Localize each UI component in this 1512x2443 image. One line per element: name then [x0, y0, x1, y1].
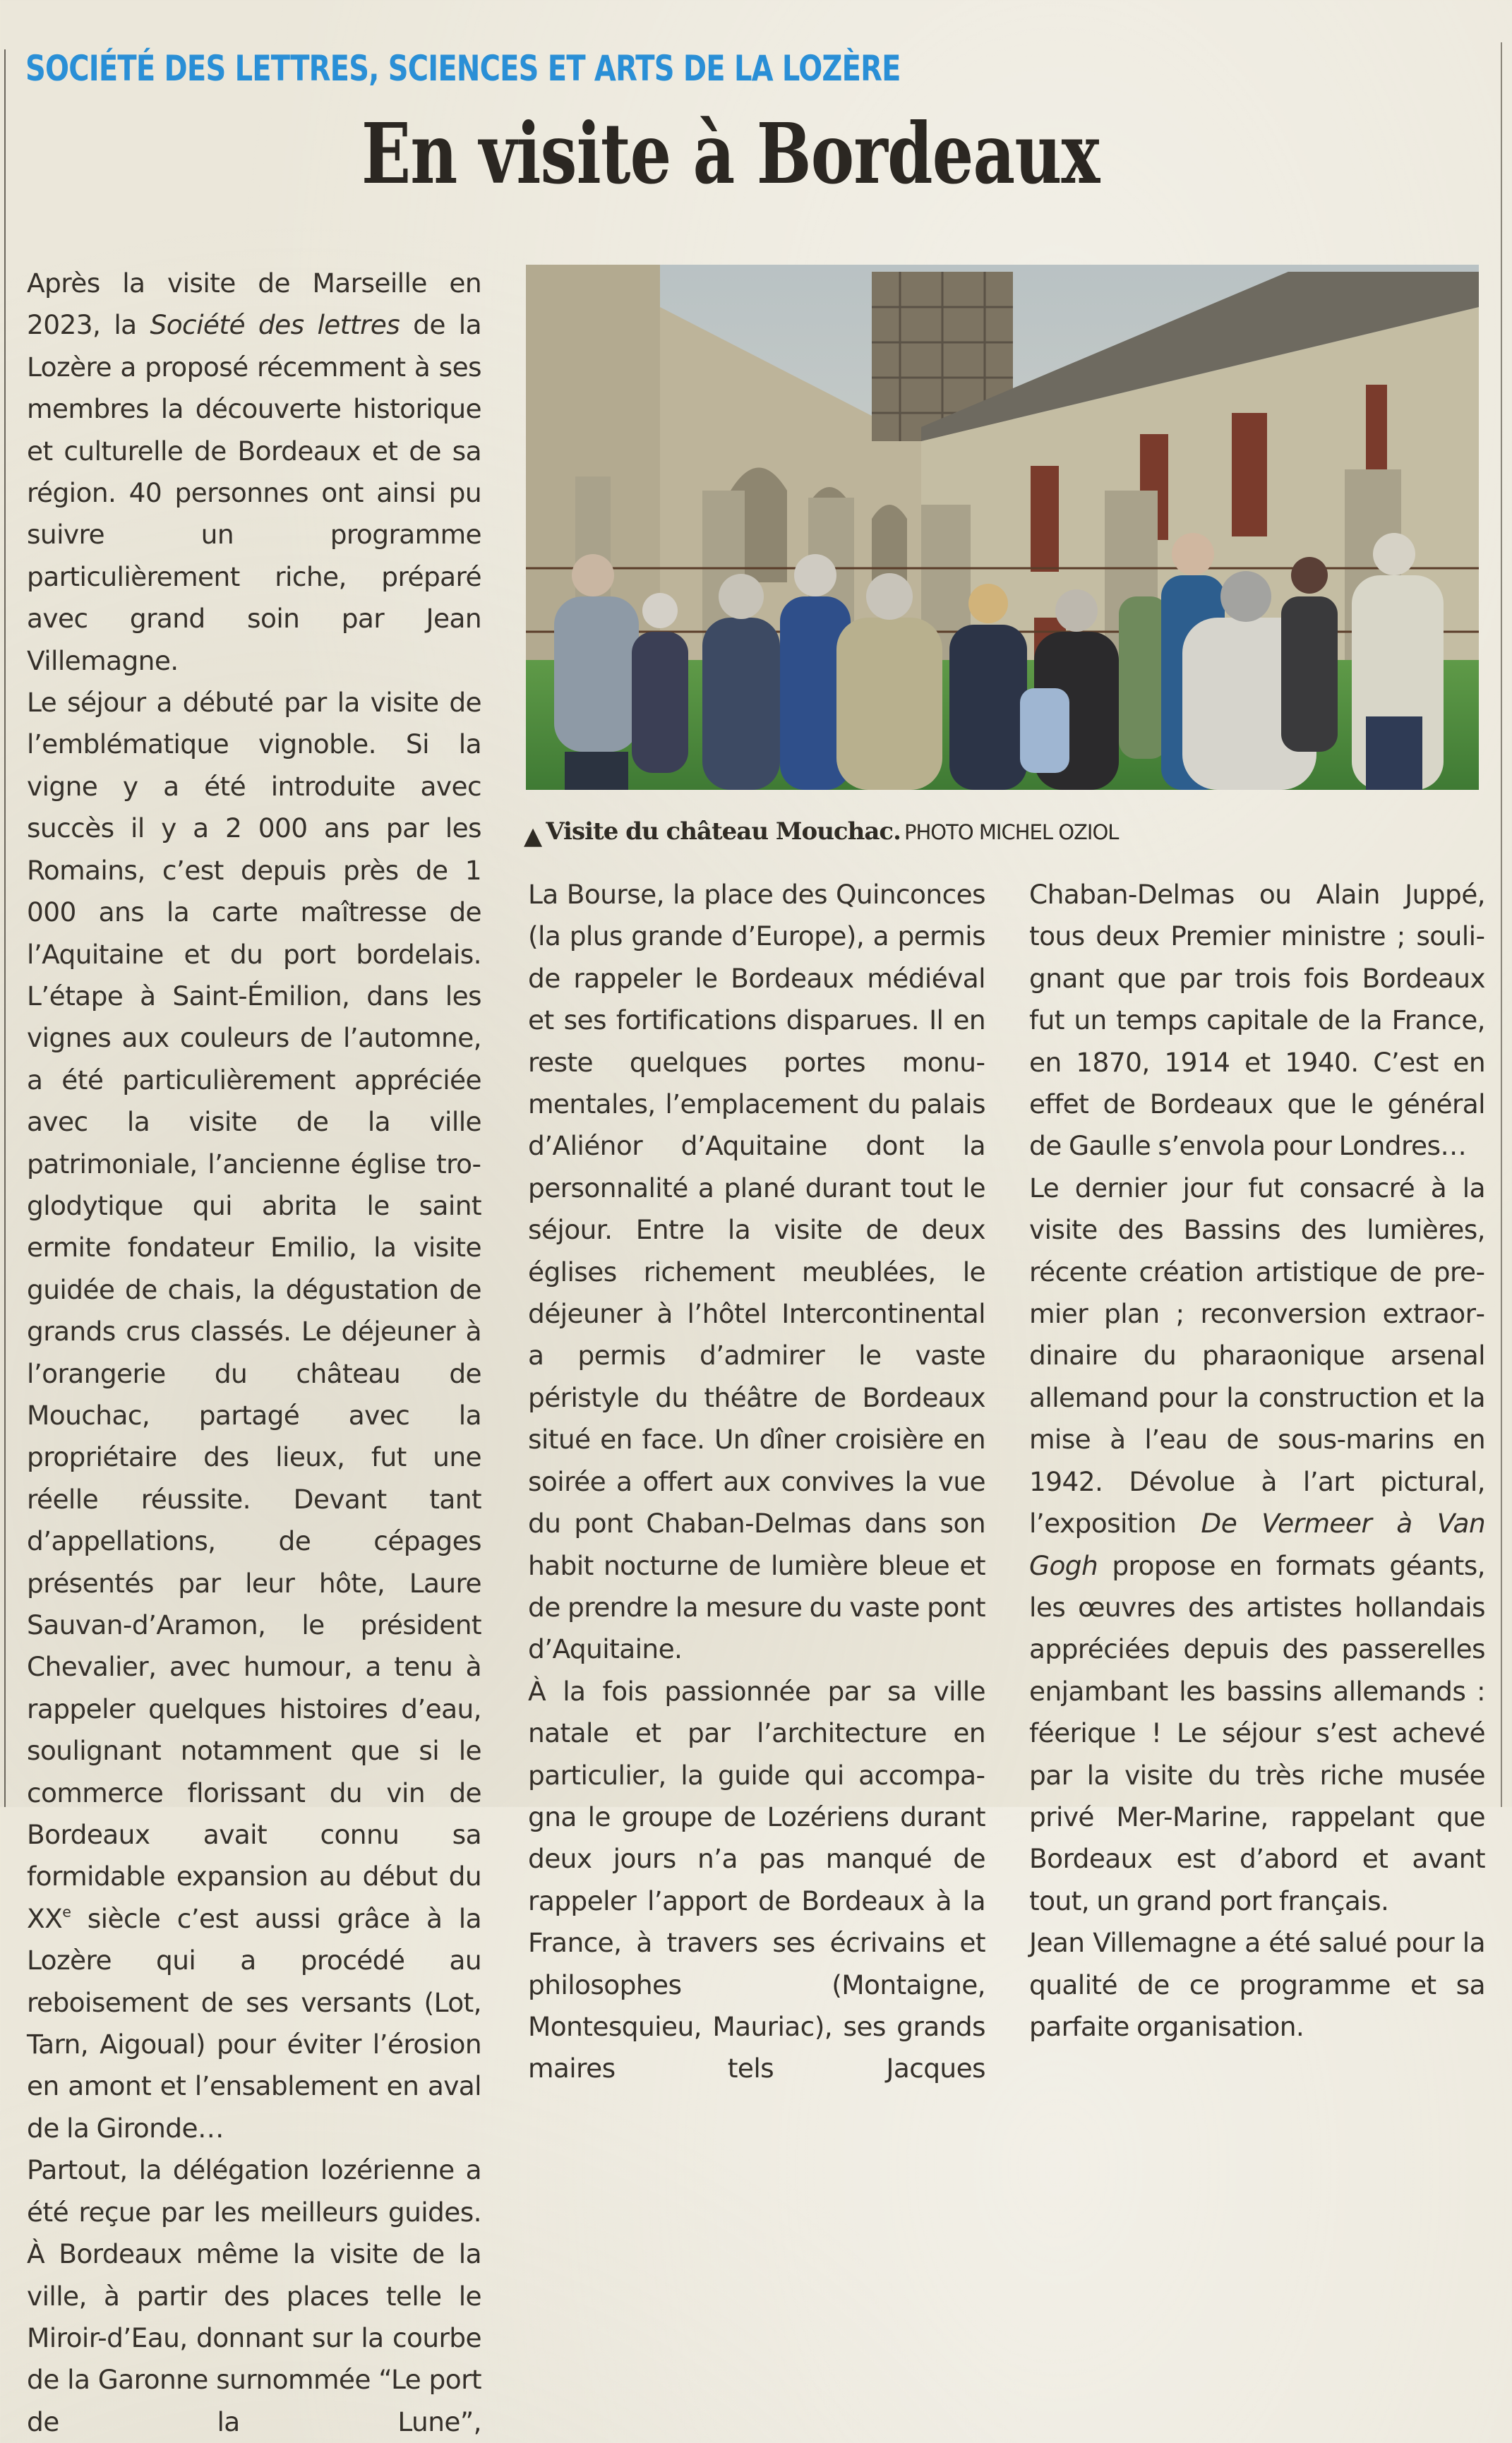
headline: En visite à Bordeaux [361, 104, 1100, 203]
column-rule-left [4, 49, 6, 1807]
article-column-1 [27, 263, 481, 2443]
exhibition-title: De Vermeer à Van Gogh [1029, 1508, 1485, 1581]
paragraph-guide: À la fois passionnée par sa ville natale et par l’architecture en particulier, la guide qui accompagna le groupe de Lozériens durant deux jours n’a pas manqué de rappeler l’apport de Bordeaux à la France, à travers ses écrivains et philosophes (Montaigne, Montesquieu, Mauriac), ses grands maires tels Jacques [528, 1675, 985, 2084]
article-column-2 [528, 874, 985, 2090]
paragraph-closing: Jean Villemagne a été salué pour la qualité de ce programme et sa parfaite organisation. [1029, 1927, 1485, 2042]
caption-title: Visite du château Mouchac. [546, 817, 901, 846]
paragraph-last-day: Le dernier jour fut consacré à la visite des Bassins des lumières, récente création artistique de premier plan ; reconversion extraordinaire du pharaonique arsenal allemand pour la construction et la mise à l’eau de sous-marins en 1942. Dévolue à l’art pictural, l’exposition De Vermeer à Van Gogh propose en formats géants, les œuvres des artistes hollandais appréciées depuis des passerelles enjambant les bassins allemands : féerique ! Le séjour s’est achevé par la visite du très riche musée privé Mer-Marine, rappelant que Bordeaux est d’abord et avant tout, un grand port français. [1029, 1172, 1485, 1916]
section-kicker: SOCIÉTÉ DES LETTRES, SCIENCES ET ARTS DE LA LOZÈRE [25, 48, 901, 89]
paragraph-guide-cont: Chaban-Delmas ou Alain Juppé, tous deux Premier ministre ; soulignant que par trois fois Bordeaux fut un temps capitale de la France, en 1870, 1914 et 1940. C’est en effet de Bordeaux que le général de Gaulle s’envola pour Londres… [1029, 879, 1485, 1162]
article-column-3 [1029, 874, 1485, 2048]
paragraph-guides-start: Partout, la délégation lozérienne a été reçue par les meilleurs guides. À Bordeaux même la visite de la ville, à partir des places telle le Miroir-d’Eau, donnant sur la courbe de la Garonne surnommée “Le port de la Lune”, [27, 2154, 481, 2437]
article-photo [526, 265, 1479, 790]
paragraph-intro: Après la visite de Marseille en 2023, la Société des lettres de la Lozère a proposé récemment à ses membres la découverte historique et culturelle de Bordeaux et de sa région. 40 personnes ont ainsi pu suivre un programme particulièrement riche, préparé avec grand soin par Jean Villemagne. [27, 268, 482, 676]
paragraph-vineyard: Le séjour a débuté par la visite de l’emblématique vignoble. Si la vigne y a été introduite avec succès il y a 2 000 ans par les Romains, c’est depuis près de 1 000 ans la carte maîtresse de l’Aquitaine et du port bordelais. L’étape à Saint-Émilion, dans les vignes aux couleurs de l’automne, a été particulièrement appréciée avec la visite de la ville patrimoniale, l’ancienne église troglodytique qui abrita le saint ermite fondateur Emilio, la visite guidée de chais, la dégustation de grands crus classés. Le déjeuner à l’orangerie du château de Mouchac, partagé avec la propriétaire des lieux, fut une réelle réussite. Devant tant d’appellations, de cépages présentés par leur hôte, Laure Sauvan-d’Aramon, le président Chevalier, avec humour, a tenu à rappeler quelques histoires d’eau, soulignant notamment que si le commerce florissant du vin de Bordeaux avait connu sa formidable expansion au début du XXe siècle c’est aussi grâce à la Lozère qui a procédé au reboisement de ses versants (Lot, Tarn, Aigoual) pour éviter l’érosion en amont et l’ensablement en aval de la Gironde… [27, 687, 481, 2144]
triangle-up-icon: ▲ [524, 822, 543, 851]
chateau-group-photo [526, 265, 1479, 790]
paragraph-guides-cont: La Bourse, la place des Quinconces (la plus grande d’Europe), a permis de rappeler le Bordeaux médiéval et ses fortifications disparues. Il en reste quelques portes monumentales, l’emplacement du palais d’Aliénor d’Aquitaine dont la personnalité a plané durant tout le séjour. Entre la visite de deux églises richement meublées, le déjeuner à l’hôtel Intercontinental a permis d’admirer le vaste péristyle du théâtre de Bordeaux situé en face. Un dîner croisière en soirée a offert aux convives la vue du pont Chaban-Delmas dans son habit nocturne de lumière bleue et de prendre la mesure du vaste pont d’Aquitaine. [528, 879, 985, 1665]
society-name: Société des lettres [150, 309, 400, 341]
photo-caption [524, 817, 1118, 851]
column-rule-right [1501, 42, 1502, 1807]
photo-credit: PHOTO MICHEL OZIOL [904, 820, 1119, 844]
